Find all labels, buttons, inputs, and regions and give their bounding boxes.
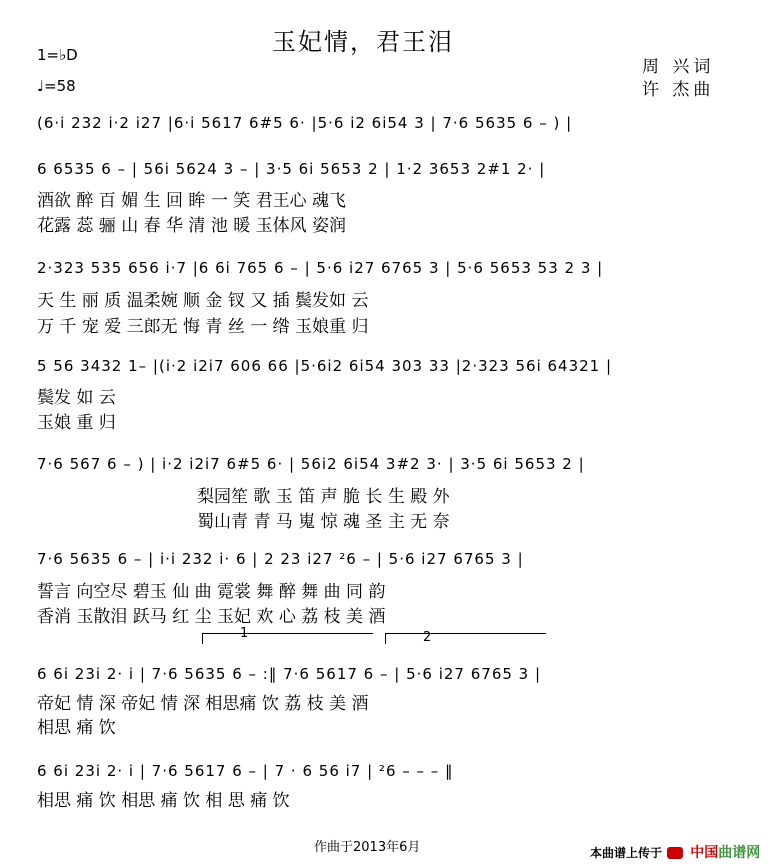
notation-line: 6 6i 23i 2· i | 7·6 5617 6 – | 7 · 6 56 i7 | ²6 – – – ‖ [37,762,454,780]
site-name-green: 曲谱网 [718,845,761,861]
upload-notice: 本曲谱上传于 [590,846,663,860]
site-name-red: 中国 [690,845,719,861]
lyric-line: 酒欲 醉 百 媚 生 回 眸 一 笑 君王心 魂飞 [37,191,347,211]
tempo-marking: ♩=58 [37,77,76,95]
lyric-line: 鬓发 如 云 [37,388,116,408]
lyric-line: 帝妃 情 深 帝妃 情 深 相思痛 饮 荔 枝 美 酒 [37,694,369,714]
lyric-line: 相思 痛 饮 相思 痛 饮 相 思 痛 饮 [37,791,290,811]
volta-number-2: 2 [423,630,432,645]
lyricist-credit: 周 兴词 [642,57,715,77]
composition-date: 作曲于2013年6月 [314,840,421,855]
volta-number-1: 1 [240,626,249,641]
key-signature: 1=♭D [37,46,78,64]
lyric-line: 花露 蕊 骊 山 春 华 清 池 暖 玉体风 姿润 [37,216,347,236]
lyric-line: 蜀山青 青 马 嵬 惊 魂 圣 主 无 奈 [197,512,450,532]
lyric-line: 天 生 丽 质 温柔婉 顺 金 钗 又 插 鬓发如 云 [37,291,369,311]
notation-line: (6·i 232 i·2 i27 |6·i 5617 6#5 6· |5·6 i2 6i54 3 | 7·6 5635 6 – ) | [37,114,573,132]
notation-line: 7·6 567 6 – ) | i·2 i2i7 6#5 6· | 56i2 6i54 3#2 3· | 3·5 6i 5653 2 | [37,455,585,473]
site-logo-icon [667,847,683,859]
notation-line: 2·323 535 656 i·7 |6 6i 765 6 – | 5·6 i27 6765 3 | 5·6 5653 53 2 3 | [37,259,604,277]
lyric-line: 香消 玉散泪 跃马 红 尘 玉妃 欢 心 荔 枝 美 酒 [37,607,386,627]
composer-credit: 许 杰曲 [642,80,715,100]
notation-line: 6 6i 23i 2· i | 7·6 5635 6 – :‖ 7·6 5617 6 – | 5·6 i27 6765 3 | [37,665,542,683]
page-title: 玉妃情，君王泪 [272,28,454,56]
lyric-line: 玉娘 重 归 [37,413,116,433]
volta-bracket-1 [202,633,373,644]
lyric-line: 相思 痛 饮 [37,718,116,738]
notation-line: 5 56 3432 1– |(i·2 i2i7 606 66 |5·6i2 6i54 303 33 |2·323 56i 64321 | [37,357,613,375]
notation-line: 7·6 5635 6 – | i·i 232 i· 6 | 2 23 i27 ²6 – | 5·6 i27 6765 3 | [37,550,524,568]
lyric-line: 梨园笙 歌 玉 笛 声 脆 长 生 殿 外 [197,487,450,507]
volta-bracket-2 [385,633,546,644]
notation-line: 6 6535 6 – | 56i 5624 3 – | 3·5 6i 5653 2 | 1·2 3653 2#1 2· | [37,160,546,178]
lyric-line: 万 千 宠 爱 三郎无 悔 青 丝 一 绺 玉娘重 归 [37,317,369,337]
site-watermark [590,842,760,862]
lyric-line: 誓言 向空尽 碧玉 仙 曲 霓裳 舞 醉 舞 曲 同 韵 [37,582,386,602]
